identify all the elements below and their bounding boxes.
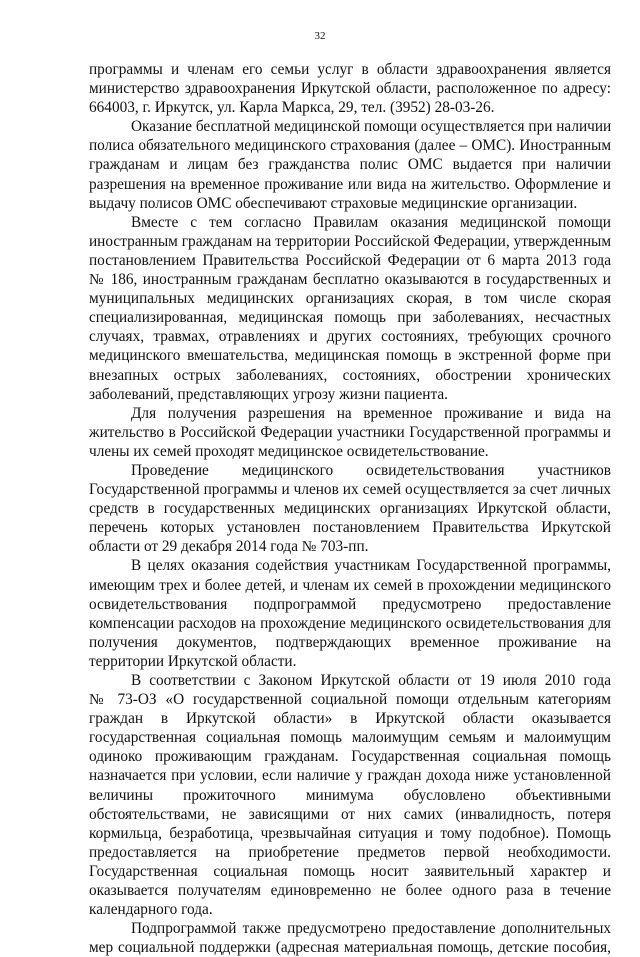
text-line: В целях оказания содействия участникам Государственной программы,	[131, 557, 611, 575]
text-line: государственная социальная помощь малоимущим семьям и малоимущим	[89, 729, 611, 747]
text-line: 664003, г. Иркутск, ул. Карла Маркса, 29, тел. (3952) 28-03-26.	[89, 99, 495, 117]
page-number: 32	[314, 30, 326, 42]
text-line: территории Иркутской области.	[89, 652, 297, 670]
text-line: заболеваний, представляющих угрозу жизни пациента.	[89, 385, 448, 403]
paragraph	[89, 213, 611, 404]
text-line: перечень которых установлен постановлением Правительства Иркутской	[89, 519, 611, 537]
text-line: специализированная, медицинская помощь при заболеваниях, несчастных	[89, 309, 611, 327]
text-line: оказывается получателям единовременно не более одного раза в течение	[89, 882, 611, 900]
text-line: компенсации расходов на прохождение медицинского освидетельствования для	[89, 614, 611, 632]
text-line: календарного года.	[89, 901, 213, 919]
paragraph	[89, 404, 611, 461]
paragraph	[89, 919, 611, 957]
text-line: министерство здравоохранения Иркутской области, расположенное по адресу:	[89, 80, 611, 98]
text-line: случаях, травмах, отравлениях и других состояниях, требующих срочного	[89, 328, 611, 346]
text-line: программы и членам его семьи услуг в области здравоохранения является	[89, 61, 611, 78]
text-line: члены их семей проходят медицинское освидетельствование.	[89, 442, 489, 460]
paragraph	[89, 461, 611, 556]
text-line: имеющим трех и более детей, и членам их семей в прохождении медицинского	[89, 576, 611, 594]
text-line: № 73-ОЗ «О государственной социальной помощи отдельным категориям	[89, 691, 611, 709]
text-line: Оказание бесплатной медицинской помощи осуществляется при наличии	[131, 118, 611, 136]
text-line: гражданам и лицам без гражданства полис ОМС выдается при наличии	[89, 156, 611, 174]
paragraph	[89, 671, 611, 919]
text-line: граждан в Иркутской области» в Иркутской области оказывается	[89, 710, 611, 728]
text-line: освидетельствования подпрограммой предусмотрено предоставление	[89, 595, 611, 613]
text-line: выдачу полисов ОМС обеспечивают страховые медицинские организации.	[89, 194, 578, 212]
text-line: внезапных острых заболеваниях, состояниях, обострении хронических	[89, 366, 611, 384]
text-line: величины прожиточного минимума обусловлено объективными	[89, 786, 611, 804]
text-line: кормильца, безработица, чрезвычайная ситуация и тому подобное). Помощь	[89, 824, 611, 842]
text-line: предоставляется на приобретение предметов первой необходимости.	[89, 843, 611, 861]
text-line: № 186, иностранным гражданам бесплатно оказываются в государственных и	[89, 271, 611, 289]
text-line: иностранным гражданам на территории Российской Федерации, утвержденным	[89, 232, 611, 250]
text-line: муниципальных медицинских организациях скорая, в том числе скорая	[89, 290, 611, 308]
document-body	[89, 60, 611, 957]
paragraph	[89, 556, 611, 671]
text-line: обстоятельствами, не зависящими от них самих (инвалидность, потеря	[89, 805, 611, 823]
text-line: жительство в Российской Федерации участники Государственной программы и	[89, 423, 611, 441]
text-line: Государственная социальная помощь носит заявительный характер и	[89, 862, 611, 880]
text-line: получения документов, подтверждающих временное проживание на	[89, 633, 611, 651]
paragraph	[89, 117, 611, 212]
text-line: назначается при условии, если наличие у граждан дохода ниже установленной	[89, 767, 611, 785]
text-line: одиноко проживающим гражданам. Государственная социальная помощь	[89, 748, 611, 766]
paragraph	[89, 60, 611, 117]
text-line: полиса обязательного медицинского страхования (далее – ОМС). Иностранным	[89, 137, 611, 155]
text-line: Проведение медицинского освидетельствования участников	[131, 461, 611, 479]
text-line: Для получения разрешения на временное проживание и вида на	[131, 404, 611, 422]
text-line: мер социальной поддержки (адресная материальная помощь, детские пособия,	[89, 939, 611, 957]
text-line: постановлением Правительства Российской Федерации от 6 марта 2013 года	[89, 251, 611, 269]
text-line: Государственной программы и членов их семей осуществляется за счет личных	[89, 481, 611, 499]
text-line: средств в государственных медицинских организациях Иркутской области,	[89, 500, 611, 518]
text-line: В соответствии с Законом Иркутской области от 19 июля 2010 года	[131, 672, 611, 689]
text-line: области от 29 декабря 2014 года № 703-пп.	[89, 538, 369, 556]
text-line: медицинского вмешательства, медицинская помощь в экстренной форме при	[89, 347, 611, 365]
text-line: разрешения на временное проживание или вида на жительство. Оформление и	[89, 175, 611, 193]
text-line: Подпрограммой также предусмотрено предоставление дополнительных	[131, 920, 611, 938]
text-line: Вместе с тем согласно Правилам оказания медицинской помощи	[131, 213, 611, 231]
